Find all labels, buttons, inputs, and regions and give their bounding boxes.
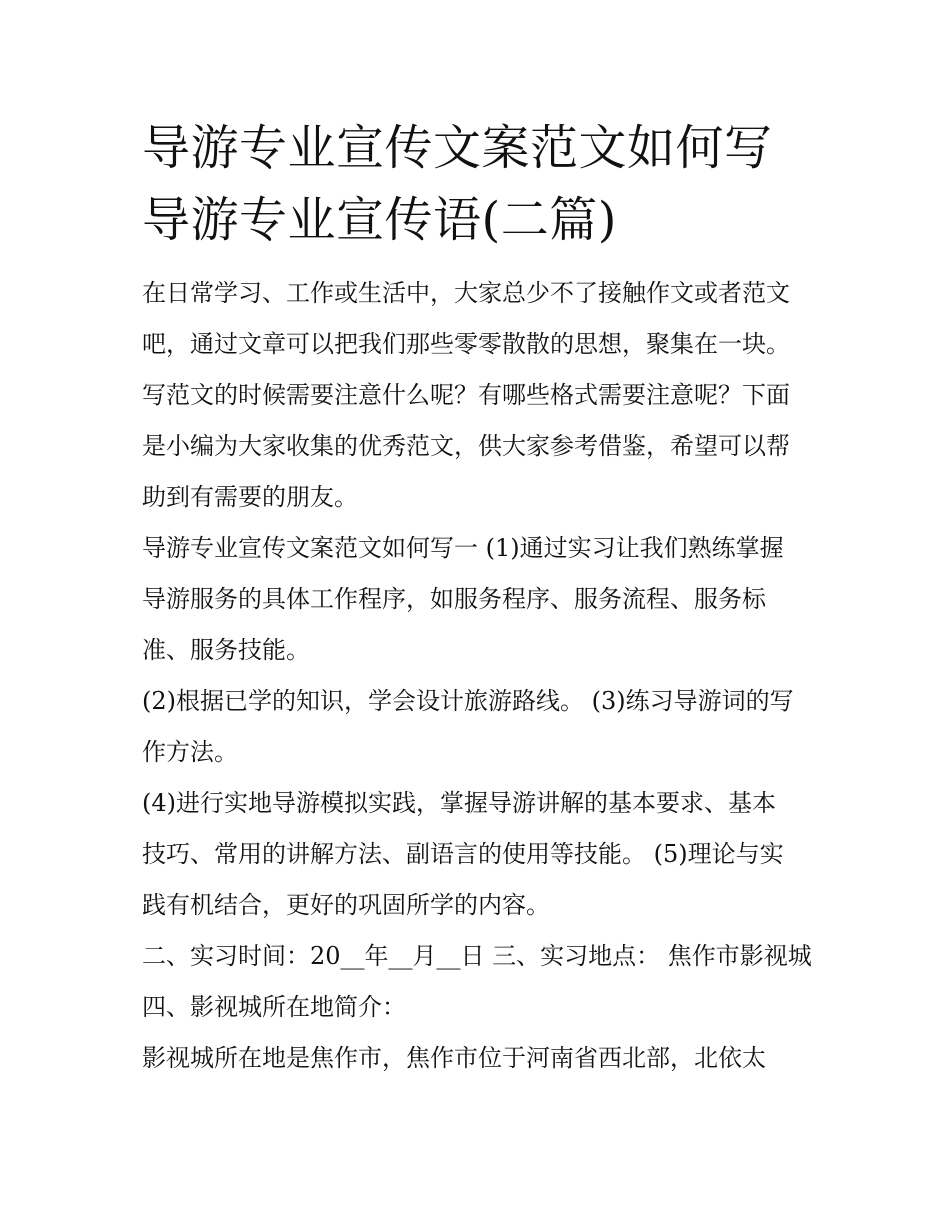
text-line: 技巧、常用的讲解方法、副语言的使用等技能。 (5)理论与实 <box>142 840 784 868</box>
intro-paragraph <box>142 268 832 523</box>
internship-details-paragraph <box>142 931 832 1033</box>
text-line: 是小编为大家收集的优秀范文，供大家参考借鉴，希望可以帮 <box>142 432 790 460</box>
text-line: 助到有需要的朋友。 <box>142 483 358 511</box>
page-title <box>142 112 832 256</box>
objective-four-five-paragraph <box>142 778 832 931</box>
title-line: 导游专业宣传文案范文如何写 <box>142 120 773 176</box>
text-line: 四、影视城所在地简介： <box>142 993 406 1021</box>
text-line: (2)根据已学的知识，学会设计旅游路线。 (3)练习导游词的写 <box>142 687 794 715</box>
text-line: 准、服务技能。 <box>142 636 310 664</box>
text-line: 吧，通过文章可以把我们那些零零散散的思想，聚集在一块。 <box>142 330 790 358</box>
location-intro-paragraph <box>142 1033 832 1084</box>
text-line: (4)进行实地导游模拟实践，掌握导游讲解的基本要求、基本 <box>142 789 776 817</box>
document-body <box>142 112 832 1084</box>
title-line: 导游专业宣传语(二篇) <box>142 192 617 248</box>
text-line: 作方法。 <box>142 738 238 766</box>
section-one-paragraph <box>142 523 832 676</box>
objective-two-three-paragraph <box>142 676 832 778</box>
text-line: 二、实习时间：20__年__月__日 三、实习地点： 焦作市影视城 <box>142 942 812 970</box>
text-line: 践有机结合，更好的巩固所学的内容。 <box>142 891 550 919</box>
text-line: 导游服务的具体工作程序，如服务程序、服务流程、服务标 <box>142 585 766 613</box>
text-line: 写范文的时候需要注意什么呢？有哪些格式需要注意呢？下面 <box>142 381 790 409</box>
text-line: 在日常学习、工作或生活中，大家总少不了接触作文或者范文 <box>142 279 790 307</box>
text-line: 导游专业宣传文案范文如何写一 (1)通过实习让我们熟练掌握 <box>142 534 784 562</box>
text-line: 影视城所在地是焦作市，焦作市位于河南省西北部，北依太 <box>142 1044 766 1072</box>
